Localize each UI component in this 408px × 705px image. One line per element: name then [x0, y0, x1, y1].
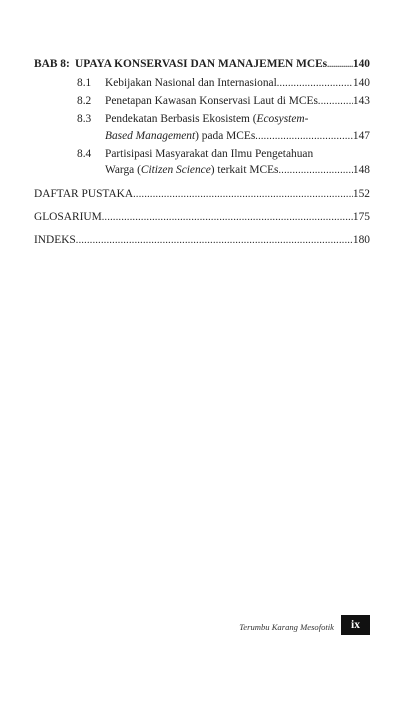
- chapter-number: BAB 8:: [34, 58, 70, 70]
- section-title-line-2: [105, 162, 278, 179]
- section-title: Penetapan Kawasan Konservasi Laut di MCEs: [105, 95, 318, 107]
- section-title: Kebijakan Nasional dan Internasional: [105, 77, 277, 89]
- entry-label: INDEKS: [34, 233, 76, 246]
- toc-section-8-3[interactable]: [77, 111, 370, 145]
- toc-section-8-2[interactable]: [77, 93, 370, 111]
- toc-section-8-1[interactable]: [77, 75, 370, 93]
- dot-leader: [318, 93, 353, 111]
- dot-leader: [327, 58, 353, 70]
- book-title: Terumbu Karang Mesofotik: [239, 622, 334, 632]
- section-title-italic: Citizen Science: [140, 164, 211, 176]
- dot-leader: [102, 209, 353, 226]
- entry-page: 152: [352, 187, 370, 200]
- section-title-text: ) pada MCEs: [195, 129, 256, 142]
- dot-leader: [133, 186, 353, 203]
- section-page: 140: [352, 77, 370, 89]
- section-number: 8.2: [77, 95, 92, 107]
- table-of-contents: [34, 58, 370, 249]
- chapter-title: UPAYA KONSERVASI DAN MANAJEMEN MCEs: [75, 58, 328, 70]
- section-title-text: ) terkait MCEs: [210, 164, 279, 176]
- toc-entry-glosarium[interactable]: [34, 209, 370, 226]
- section-title-italic: Ecosystem-: [256, 113, 309, 125]
- page-number-badge: ix: [341, 615, 370, 635]
- entry-page: 175: [352, 210, 370, 223]
- section-number: 8.3: [77, 113, 92, 125]
- section-title-italic: Based Management: [105, 129, 196, 142]
- dot-leader: [278, 162, 352, 180]
- section-number: 8.1: [77, 77, 92, 89]
- dot-leader: [76, 232, 353, 249]
- section-title-text: Pendekatan Berbasis Ekosistem (: [105, 113, 257, 125]
- toc-entry-daftar-pustaka[interactable]: [34, 186, 370, 203]
- toc-entry-indeks[interactable]: [34, 232, 370, 249]
- section-number: 8.4: [77, 147, 92, 160]
- entry-label: GLOSARIUM: [34, 210, 102, 223]
- entry-label: DAFTAR PUSTAKA: [34, 187, 134, 200]
- chapter-page: 140: [352, 58, 370, 70]
- dot-leader: [277, 75, 353, 93]
- toc-chapter-8[interactable]: [34, 58, 370, 75]
- page-footer: [239, 615, 370, 635]
- section-page: 147: [352, 129, 370, 142]
- entry-page: 180: [352, 233, 370, 246]
- section-title-line-2: [105, 128, 255, 145]
- section-page: 148: [352, 164, 370, 176]
- toc-section-8-4[interactable]: [77, 146, 370, 180]
- section-title-line-1: [105, 111, 370, 128]
- section-page: 143: [352, 95, 370, 107]
- dot-leader: [255, 128, 353, 146]
- section-title-text: Warga (: [105, 164, 141, 176]
- section-title-line-1: Partisipasi Masyarakat dan Ilmu Pengetahuan: [105, 147, 314, 160]
